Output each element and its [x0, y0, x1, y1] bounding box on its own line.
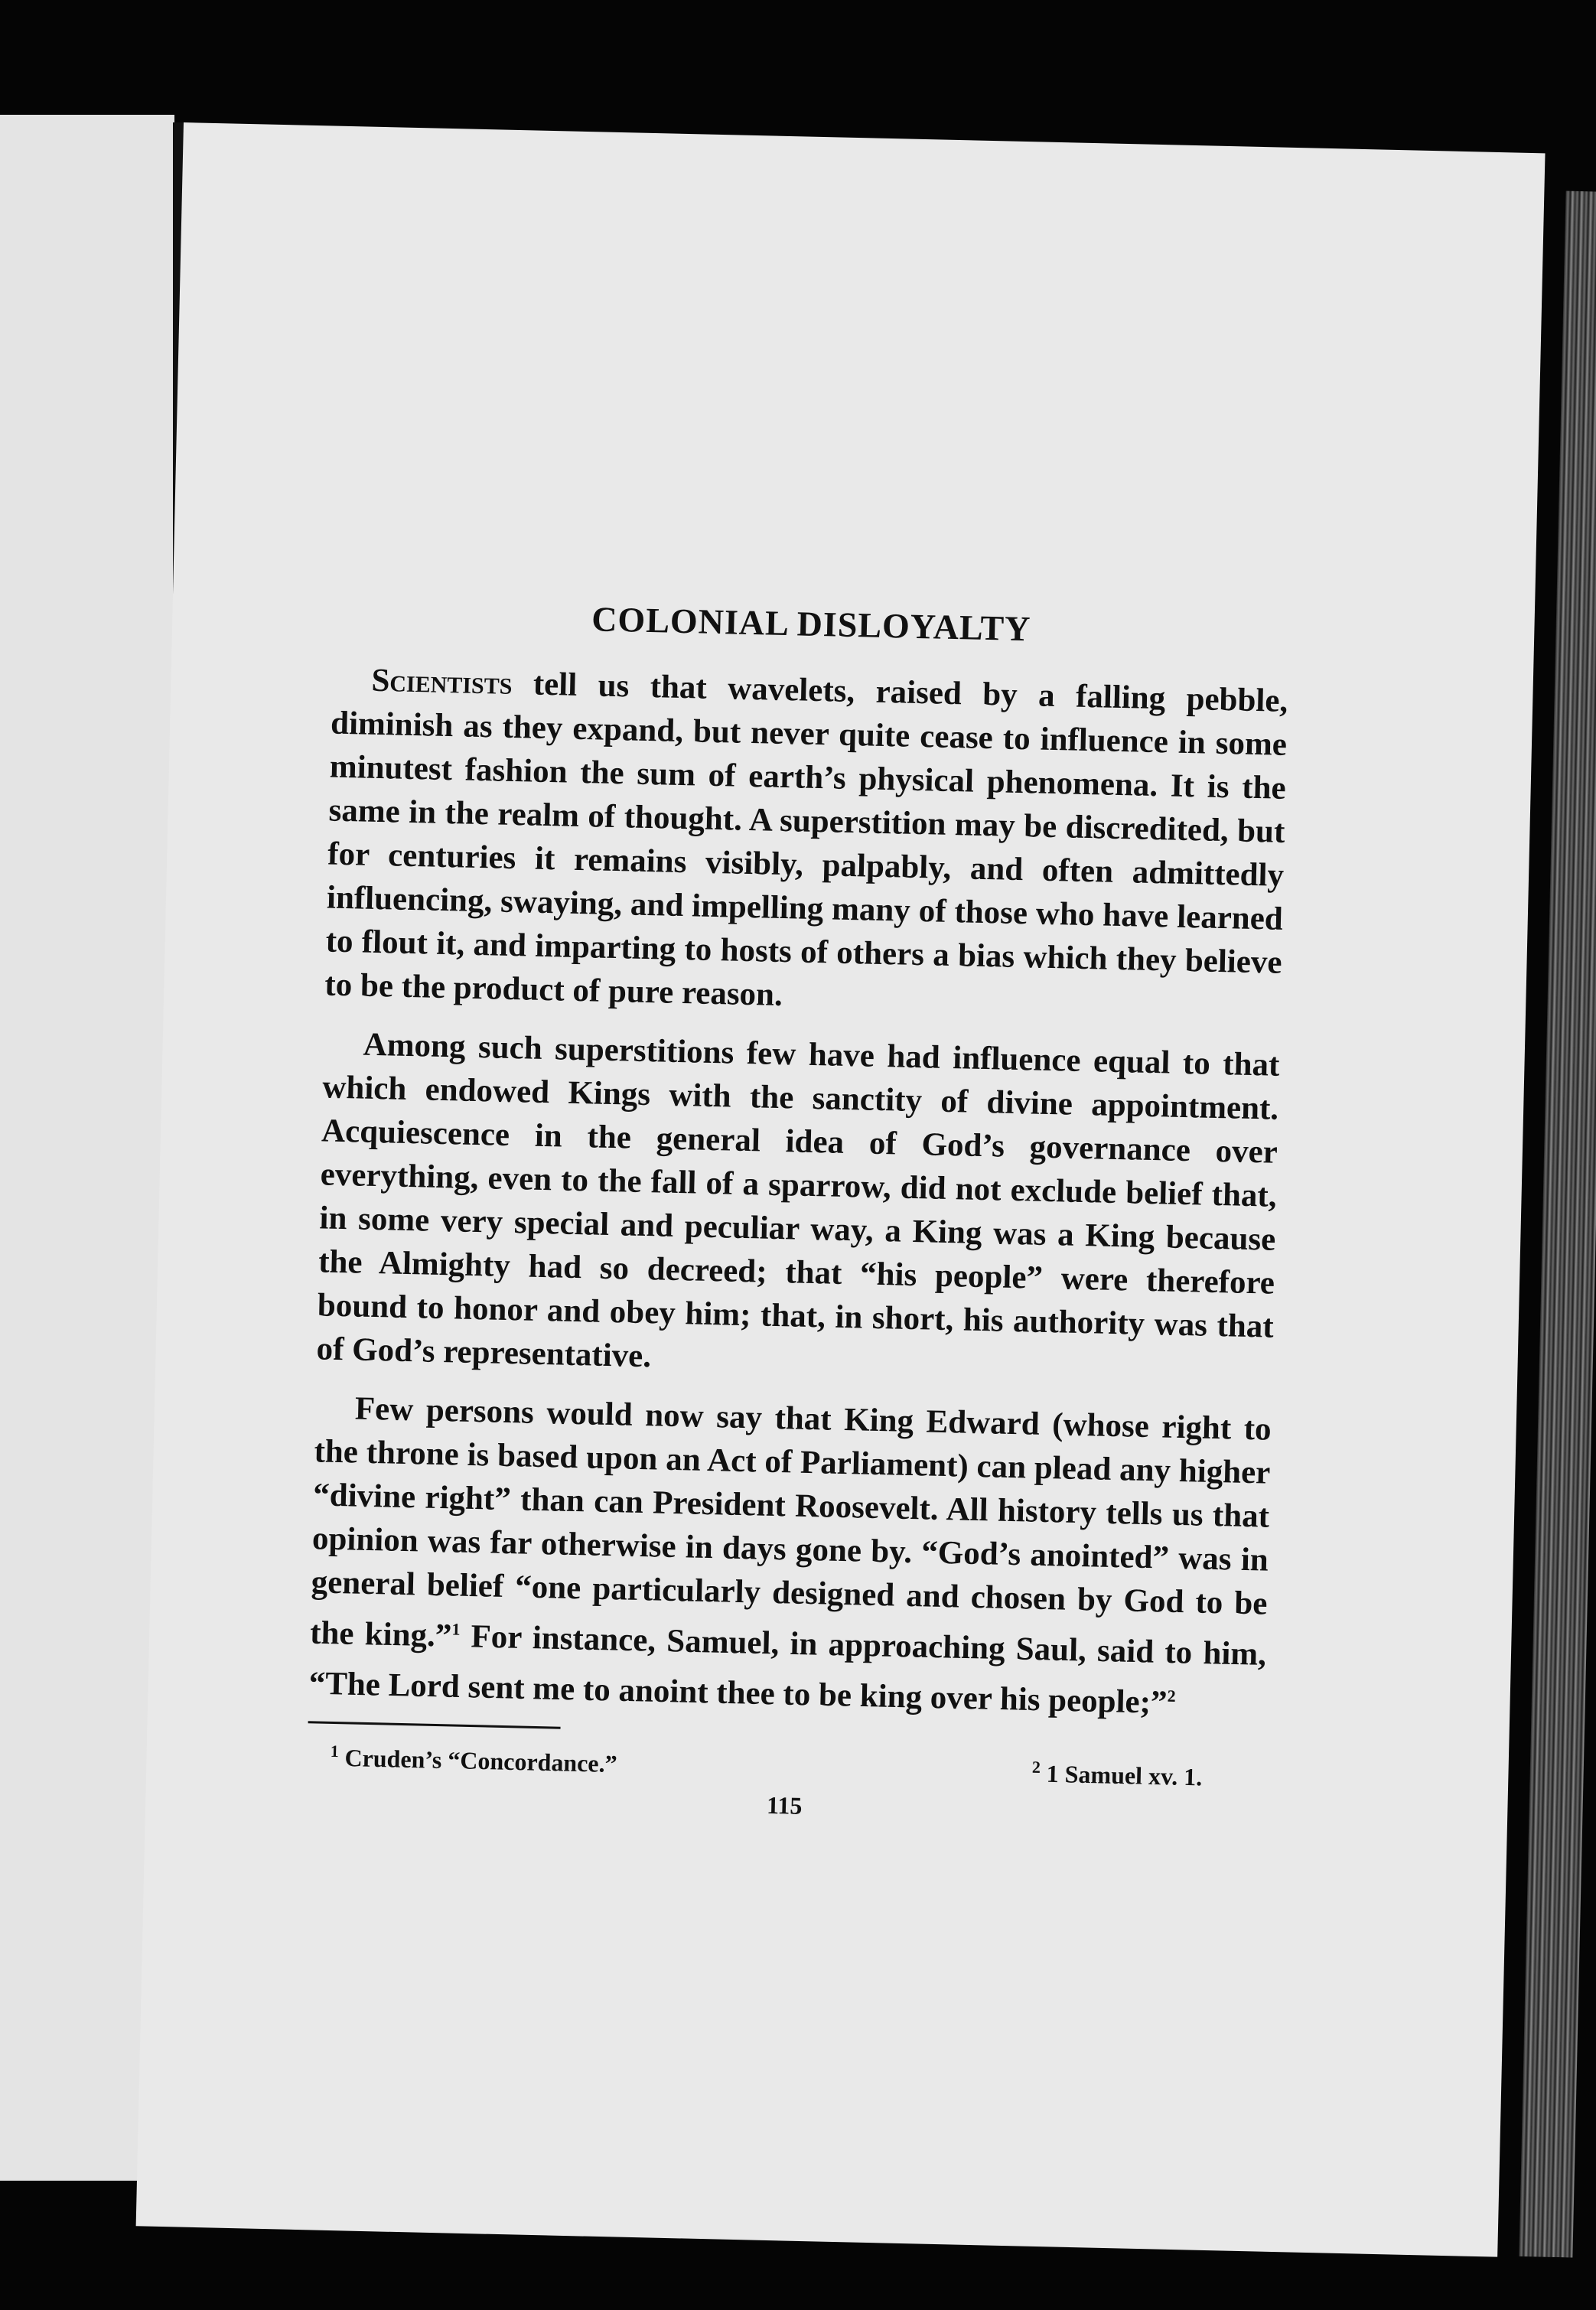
paragraph-1-lead: Scientists: [370, 662, 513, 702]
paragraph-1-text: tell us that wavelets, raised by a falling pebble, diminish as they expand, but never quite cease to influence in some minutest fashion the sum of earth’s physical phenomena. It is the same in the realm of thought. A superstition may be discredited, but for centuries it remains visibly, palpably, and often admittedly influencing, swaying, and impelling many of those who have learned to flout it, and imparting to hosts of others a bias which they believe to be the product of pure reason.: [324, 665, 1288, 1014]
footnote-ref-2: 2: [1167, 1686, 1176, 1706]
paragraph-3: [308, 1386, 1272, 1727]
footnote-ref-1: 1: [451, 1619, 461, 1639]
page-text-block: [306, 593, 1290, 1831]
page-heading: COLONIAL DISLOYALTY: [591, 599, 1031, 649]
footnote-2-text: 1 Samuel xv. 1.: [1046, 1759, 1203, 1791]
footnote-1-text: Cruden’s “Concordance.”: [344, 1743, 618, 1777]
paragraph-3-text-continued: For instance, Samuel, in approaching Saul, said to him, “The Lord sent me to anoint thee to be king over his people;”: [308, 1618, 1267, 1722]
paragraph-2: [316, 1021, 1280, 1392]
footnote-rule: [308, 1721, 561, 1728]
paragraph-3-text: Few persons would now say that King Edward (whose right to the throne is based upon an Act of Parliament) can plead any higher “divine right” than can President Roosevelt. All history tells us that opinion was far otherwise in days gone by. “God’s anointed” was in general belief “one particularly designed and chosen by God to be the king.”: [309, 1390, 1272, 1654]
paragraph-1: [324, 658, 1288, 1028]
footnote-2: [1031, 1751, 1264, 1794]
book-page: [136, 122, 1546, 2257]
page-number: 115: [766, 1791, 803, 1820]
paragraph-2-text: Among such superstitions few have had influence equal to that which endowed Kings with the sanctity of divine appointment. Acquiescence in the general idea of God’s governance over everything, even to the fall of a sparrow, did not exclude belief that, in some very special and peculiar way, a King was a King because the Almighty had so decreed; that “his people” were therefore bound to honor and obey him; that, in short, his authority was that of God’s representative.: [316, 1026, 1280, 1375]
footnote-1: [330, 1736, 617, 1779]
footnote-2-mark: 2: [1031, 1757, 1041, 1777]
footnote-1-mark: 1: [330, 1741, 340, 1761]
